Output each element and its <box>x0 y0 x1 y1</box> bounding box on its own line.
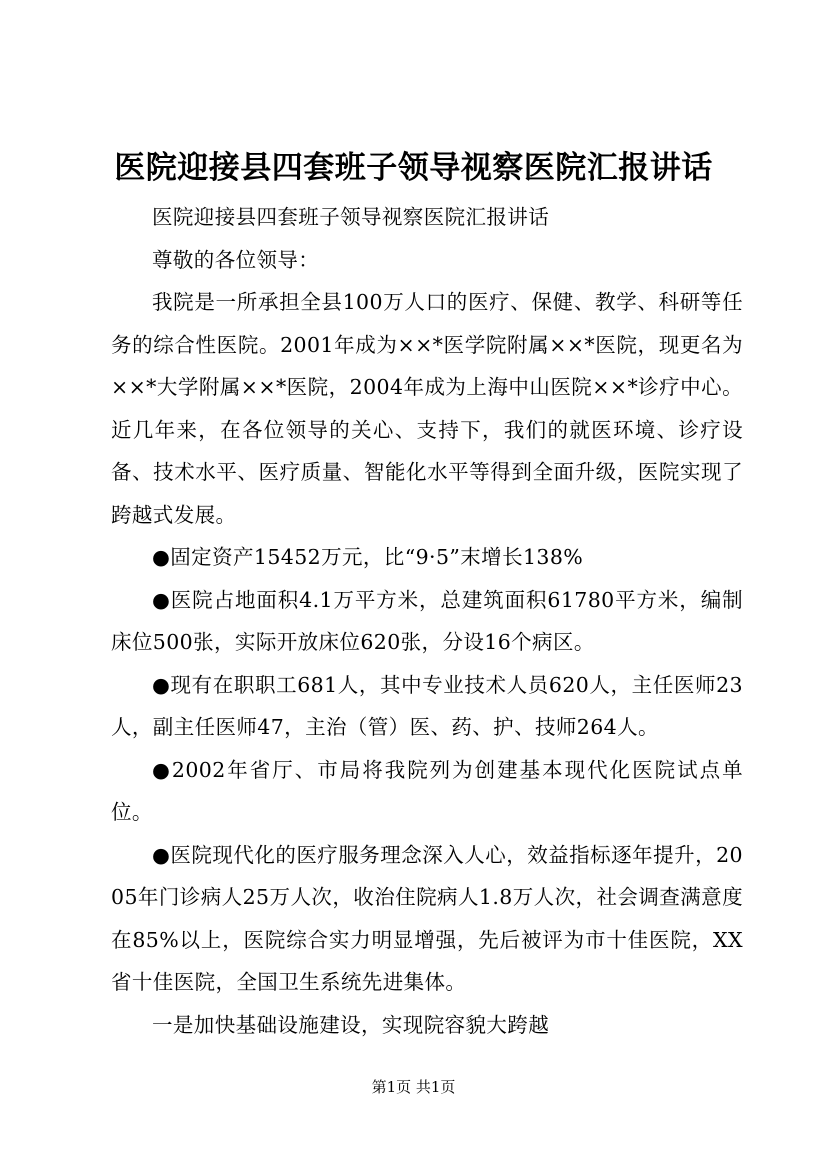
document-body <box>111 196 743 1046</box>
paragraph-section-one: 一是加快基础设施建设，实现院容貌大跨越 <box>152 1012 550 1037</box>
paragraph-salutation: 尊敬的各位领导： <box>152 247 320 272</box>
paragraph-floor-area: ●医院占地面积4.1万平方米，总建筑面积61780平方米，编制床位500张，实际开放床位620张，分设16个病区。 <box>111 587 743 654</box>
paragraph-subtitle: 医院迎接县四套班子领导视察医院汇报讲话 <box>152 205 550 229</box>
paragraph-fixed-assets: ●固定资产15452万元，比“9·5”末增长138% <box>152 545 584 569</box>
page-footer: 第1页 共1页 <box>371 1078 456 1096</box>
document-title: 医院迎接县四套班子领导视察医院汇报讲话 <box>114 150 713 186</box>
paragraph-pilot-unit: ●2002年省厅、市局将我院列为创建基本现代化医院试点单位。 <box>111 757 743 824</box>
paragraph-introduction: 我院是一所承担全县100万人口的医疗、保健、教学、科研等任务的综合性医院。2001年成为××*医学院附属××*医院，现更名为××*大学附属××*医院，2004年成为上海中山医院××*诊疗中心。近几年来，在各位领导的关心、支持下，我们的就医环境、诊疗设备、技术水平、医疗质量、智能化水平等得到全面升级，医院实现了跨越式发展。 <box>111 290 743 527</box>
paragraph-staff: ●现有在职职工681人，其中专业技术人员620人，主任医师23人，副主任医师47，主治（管）医、药、护、技师264人。 <box>111 672 743 739</box>
paragraph-modernization: ●医院现代化的医疗服务理念深入人心，效益指标逐年提升，2005年门诊病人25万人次，收治住院病人1.8万人次，社会调查满意度在85%以上，医院综合实力明显增强，先后被评为市十佳医院，XX省十佳医院，全国卫生系统先进集体。 <box>111 842 743 994</box>
